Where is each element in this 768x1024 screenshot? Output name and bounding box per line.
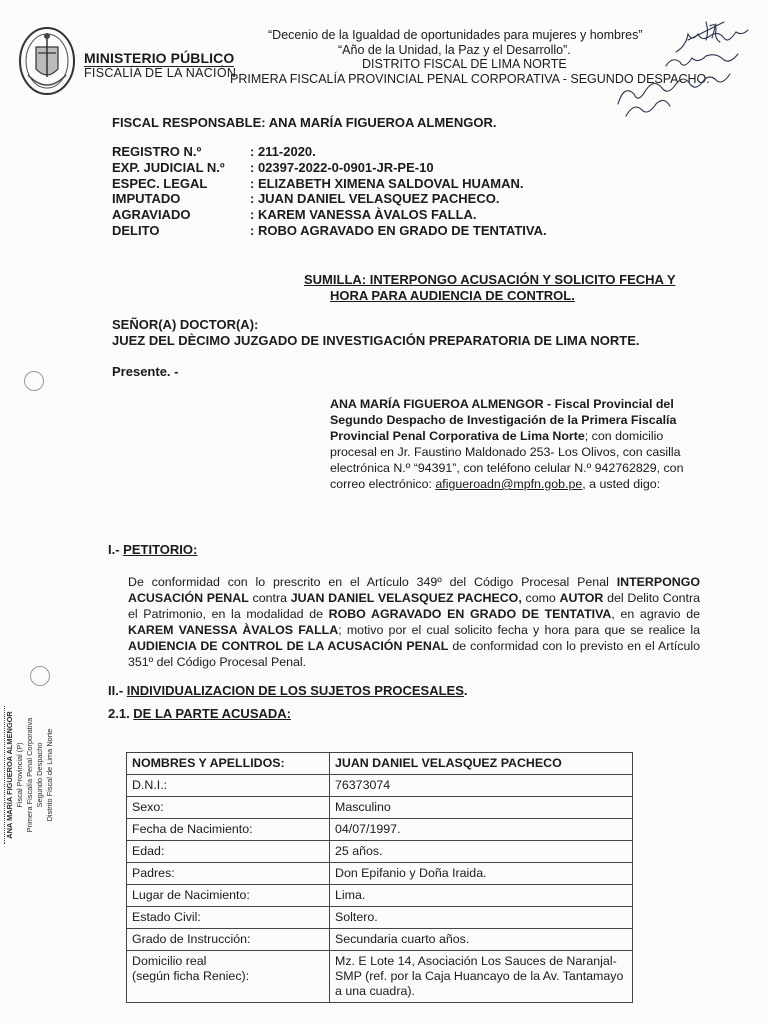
institution-subtitle: FISCALÍA DE LA NACIÓN	[84, 66, 237, 80]
table-cell-value: Lima.	[330, 885, 633, 907]
section-petitorio-heading: I.- PETITORIO:	[108, 542, 198, 557]
petitorio-text-run: ; motivo por el cual solicito fecha y hora para que se realice la	[338, 623, 700, 637]
petitorio-bold-run: AUTOR	[559, 591, 604, 605]
punch-hole	[30, 666, 50, 686]
table-header-row: NOMBRES Y APELLIDOS: JUAN DANIEL VELASQUEZ PACHECO	[127, 753, 633, 775]
table-row	[127, 951, 633, 1003]
presente: Presente. -	[112, 364, 179, 379]
handwritten-annotation	[606, 18, 756, 118]
fiscal-introduction: ANA MARÍA FIGUEROA ALMENGOR - Fiscal Provincial del Segundo Despacho de Investigación de la Primera Fiscalía Provincial Penal Corporativa de Lima Norte; con domicilio procesal en Jr. Faustino Maldonado 253- Los Olivos, con casilla electrónica N.º “94391”, con teléfono celular N.º 942762829, con correo electrónico: afigueroadn@mpfn.gob.pe, a usted digo:	[330, 397, 684, 491]
petitorio-text-run: del Delito Contra el Patrimonio, en la modalidad de	[128, 591, 700, 621]
table-cell-value: Secundaria cuarto años.	[330, 929, 633, 951]
fiscal-email: afigueroadn@mpfn.gob.pe	[435, 477, 583, 491]
petitorio-text-run: contra	[248, 591, 291, 605]
ministerio-publico-seal-icon	[18, 25, 76, 97]
table-row	[127, 907, 633, 929]
table-cell-value: 04/07/1997.	[330, 819, 633, 841]
petitorio-bold-run: ROBO AGRAVADO EN GRADO DE TENTATIVA	[328, 607, 612, 621]
petitorio-bold-run: INTERPONGO ACUSACIÓN PENAL	[128, 575, 700, 605]
responsible-prosecutor: FISCAL RESPONSABLE: ANA MARÍA FIGUEROA ALMENGOR.	[112, 115, 497, 130]
petitorio-text-run: , en agravio de	[611, 607, 701, 621]
table-row	[127, 841, 633, 863]
registry-row: EXP. JUDICIAL N.º : 02397-2022-0-0901-JR-PE-10	[112, 160, 434, 175]
addressee: SEÑOR(A) DOCTOR(A): JUEZ DEL DÈCIMO JUZGADO DE INVESTIGACIÓN PREPARATORIA DE LIMA NORTE.	[112, 317, 640, 348]
table-cell-value: Mz. E Lote 14, Asociación Los Sauces de Naranjal- SMP (ref. por la Caja Huancayo de la Av. Tantamayo a una cuadra).	[330, 951, 633, 1003]
registry-row: REGISTRO N.º : 211-2020.	[112, 144, 316, 159]
table-cell-label: D.N.I.:	[127, 775, 330, 797]
sumilla: SUMILLA: INTERPONGO ACUSACIÓN Y SOLICITO FECHA Y HORA PARA AUDIENCIA DE CONTROL.	[304, 272, 676, 303]
petitorio-bold-run: JUAN DANIEL VELASQUEZ PACHECO,	[290, 591, 522, 605]
registry-row: IMPUTADO : JUAN DANIEL VELASQUEZ PACHECO.	[112, 191, 500, 206]
petitorio-text-run: De conformidad con lo prescrito en el Artículo 349º del Código Procesal Penal	[128, 575, 617, 589]
registry-row: DELITO : ROBO AGRAVADO EN GRADO DE TENTATIVA.	[112, 223, 547, 238]
table-row	[127, 819, 633, 841]
table-cell-label: Estado Civil:	[127, 907, 330, 929]
table-cell-value: Soltero.	[330, 907, 633, 929]
table-cell-label: Sexo:	[127, 797, 330, 819]
petitorio-text-run: de conformidad con lo previsto en el Artículo 351º del Código Procesal Penal.	[128, 639, 701, 669]
header-district: DISTRITO FISCAL DE LIMA NORTE	[362, 57, 567, 71]
table-row	[127, 929, 633, 951]
header-decade-motto: “Decenio de la Igualdad de oportunidades para mujeres y hombres”	[268, 28, 643, 42]
table-cell-label: Fecha de Nacimiento:	[127, 819, 330, 841]
table-row	[127, 797, 633, 819]
prosecutor-stamp: ANA MARÍA FIGUEROA ALMENGOR Fiscal Provincial (P) Primera Fiscalía Penal Corporativa Segundo Despacho Distrito Fiscal de Lima Norte	[4, 700, 76, 850]
registry-row: ESPEC. LEGAL : ELIZABETH XIMENA SALDOVAL HUAMAN.	[112, 176, 524, 191]
table-row	[127, 885, 633, 907]
table-cell-value: 25 años.	[330, 841, 633, 863]
punch-hole	[24, 371, 44, 391]
institution-name: MINISTERIO PÚBLICO	[84, 50, 235, 66]
table-cell-label: Padres:	[127, 863, 330, 885]
table-cell-value: Don Epifanio y Doña Iraida.	[330, 863, 633, 885]
registry-row: AGRAVIADO : KAREM VANESSA ÀVALOS FALLA.	[112, 207, 477, 222]
table-cell-label: Lugar de Nacimiento:	[127, 885, 330, 907]
table-cell-value: 76373074	[330, 775, 633, 797]
table-cell-label: Edad:	[127, 841, 330, 863]
accused-data-table	[126, 752, 633, 1003]
section-parte-acusada-heading: 2.1. DE LA PARTE ACUSADA:	[108, 706, 291, 721]
section-individualizacion-heading: II.- INDIVIDUALIZACION DE LOS SUJETOS PROCESALES.	[108, 683, 468, 698]
petitorio-text-run: como	[521, 591, 560, 605]
table-row	[127, 775, 633, 797]
table-cell-label: Domicilio real (según ficha Reniec):	[127, 951, 330, 1003]
table-cell-value: Masculino	[330, 797, 633, 819]
header-year-motto: “Año de la Unidad, la Paz y el Desarrollo”.	[338, 43, 571, 57]
petitorio-bold-run: KAREM VANESSA ÀVALOS FALLA	[128, 623, 339, 637]
table-cell-label: Grado de Instrucción:	[127, 929, 330, 951]
table-row	[127, 863, 633, 885]
header-office: PRIMERA FISCALÍA PROVINCIAL PENAL CORPORATIVA - SEGUNDO DESPACHO.	[230, 72, 710, 86]
petitorio-bold-run: AUDIENCIA DE CONTROL DE LA ACUSACIÓN PENAL	[128, 639, 449, 653]
petitorio-paragraph	[128, 574, 700, 670]
